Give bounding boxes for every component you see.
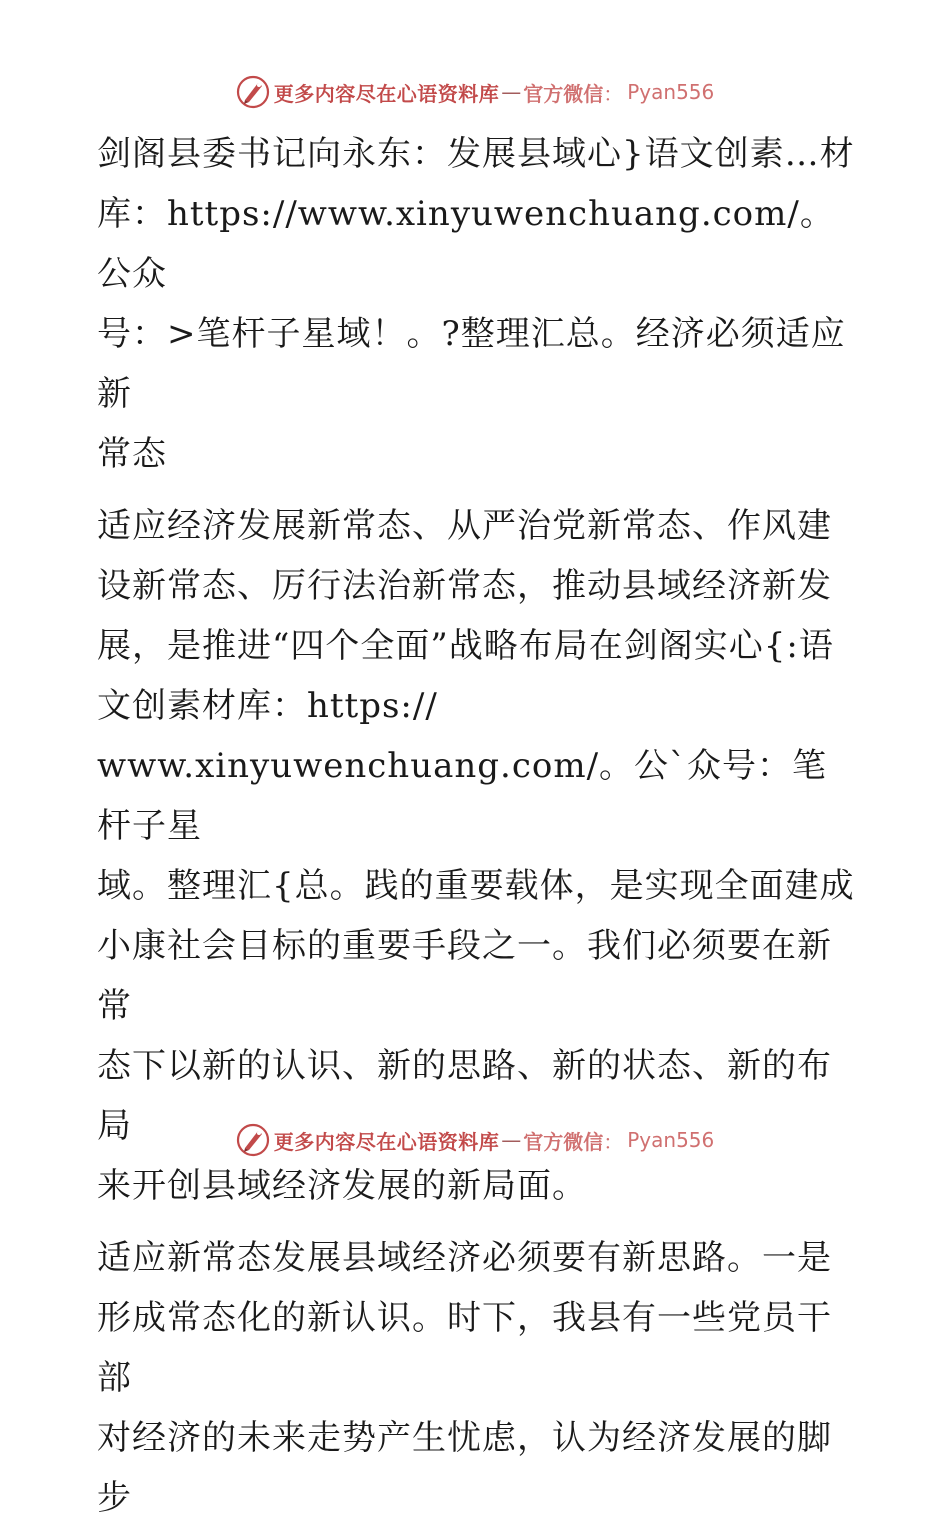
banner-separator: — — [501, 1128, 522, 1152]
wechat-label: 官方微信 — [523, 81, 604, 106]
header-banner — [0, 72, 950, 112]
quill-logo-icon — [236, 75, 270, 109]
banner-colon: ： — [603, 1129, 624, 1154]
promo-text: 更多内容尽在心语资料库 — [273, 81, 500, 106]
footer-banner — [0, 1120, 950, 1160]
wechat-label: 官方微信 — [523, 1129, 604, 1154]
promo-text: 更多内容尽在心语资料库 — [273, 1129, 500, 1154]
paragraph-3: 适应新常态发展县域经济必须要有新思路。一是 形成常态化的新认识。时下，我县有一些党员干部 对经济的未来走势产生忧虑，认为经济发展的脚步 — [97, 1238, 832, 1518]
quill-logo-icon — [236, 1123, 270, 1157]
paragraph-1: 剑阁县委书记向永东：发展县域心}语文创素…材 库：https://www.xinyuwenchuang.com/。公众 号：>笔杆子星域！。?整理汇总。经济必须适应新 常态 — [97, 134, 855, 474]
banner-separator: — — [501, 80, 522, 104]
wechat-id: Pyan556 — [627, 80, 715, 104]
banner-colon: ： — [603, 81, 624, 106]
wechat-id: Pyan556 — [627, 1128, 715, 1152]
paragraph-2: 适应经济发展新常态、从严治党新常态、作风建 设新常态、厉行法治新常态，推动县域经济新发 展，是推进“四个全面”战略布局在剑阁实心{:语 文创素材库：https:// www.xinyuwenchuang.com/。公`众号：笔杆子星 域。整理汇{总。践的重要载体，是实现全面建成 小康社会目标的重要手段之一。我们必须要在新常 态下以新的认识、新的思路、新的状态、新的布局 来开创县域经济发展的新局面。 — [97, 506, 855, 1206]
document-body — [97, 124, 857, 1540]
